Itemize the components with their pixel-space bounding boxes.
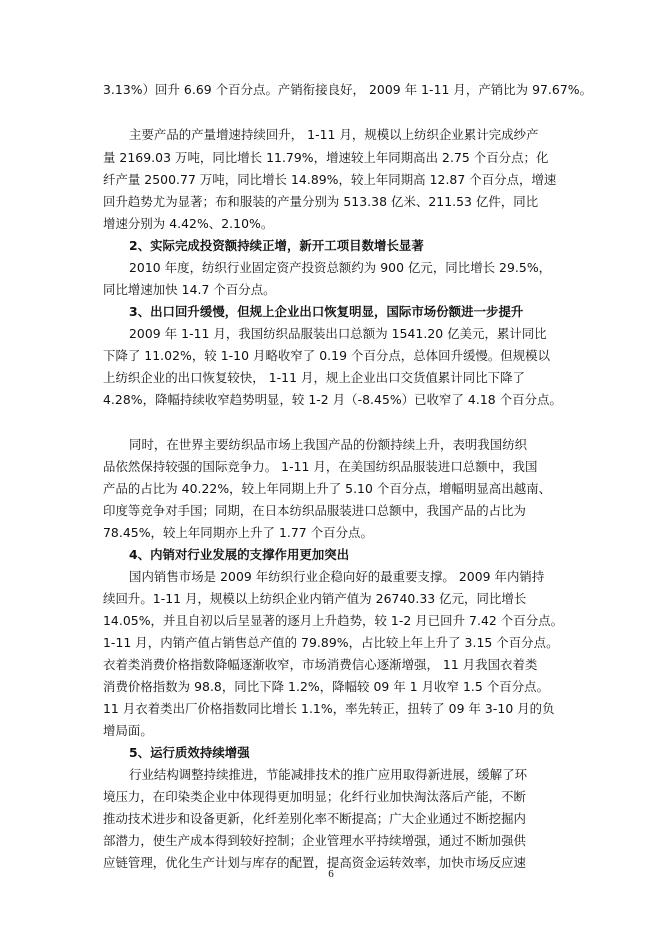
- paragraph-line: 回升趋势尤为显著；布和服装的产量分别为 513.38 亿米、211.53 亿件，同比: [103, 194, 539, 209]
- paragraph-line: 境压力，在印染类企业中体现得更加明显；化纤行业加快淘汰落后产能，不断: [103, 789, 526, 804]
- section-heading: 2、实际完成投资额持续正增，新开工项目数增长显著: [129, 238, 424, 253]
- paragraph-line: 续回升。1-11 月，规模以上纺织企业内销产值为 26740.33 亿元，同比增长: [103, 591, 527, 606]
- paragraph-line: 下降了 11.02%，较 1-10 月略收窄了 0.19 个百分点，总体回升缓慢。但规模以: [103, 348, 551, 363]
- paragraph-line: 品依然保持较强的国际竞争力。 1-11 月，在美国纺织品服装进口总额中，我国: [103, 459, 538, 474]
- section-heading: 3、出口回升缓慢，但规上企业出口恢复明显，国际市场份额进一步提升: [129, 304, 524, 319]
- paragraph-line: 2010 年度，纺织行业固定资产投资总额约为 900 亿元，同比增长 29.5%，: [129, 260, 552, 275]
- paragraph-line: 增速分别为 4.42%、2.10%。: [103, 216, 274, 231]
- paragraph-line: 同时，在世界主要纺织品市场上我国产品的份额持续上升，表明我国纺织: [129, 437, 528, 452]
- paragraph-line: 消费价格指数为 98.8，同比下降 1.2%，降幅较 09 年 1 月收窄 1.5 个百分点。: [103, 679, 550, 694]
- paragraph-line: 4.28%，降幅持续收窄趋势明显，较 1-2 月（-8.45%）已收窄了 4.18 个百分点。: [103, 392, 562, 407]
- paragraph-line: 增局面。: [103, 723, 153, 738]
- paragraph-line: 同比增速加快 14.7 个百分点。: [103, 282, 276, 297]
- paragraph-line: 2009 年 1-11 月，我国纺织品服装出口总额为 1541.20 亿美元，累计同比: [129, 326, 547, 341]
- section-heading: 4、内销对行业发展的支撑作用更加突出: [129, 547, 350, 562]
- paragraph-line: 产品的占比为 40.22%，较上年同期上升了 5.10 个百分点，增幅明显高出越南、: [103, 481, 552, 496]
- paragraph-line: 11 月衣着类出厂价格指数同比增长 1.1%，率先转正，扭转了 09 年 3-10 月的负: [103, 701, 555, 716]
- paragraph-line: 推动技术进步和设备更新，化纤差别化率不断提高；广大企业通过不断挖掘内: [103, 811, 526, 826]
- paragraph-line: 量 2169.03 万吨，同比增长 11.79%，增速较上年同期高出 2.75 个百分点；化: [103, 150, 549, 165]
- paragraph-line: 14.05%，并且自初以后呈显著的逐月上升趋势，较 1-2 月已回升 7.42 个百分点。: [103, 613, 564, 628]
- paragraph-line: 纤产量 2500.77 万吨，同比增长 14.89%，较上年同期高 12.87 个百分点，增速: [103, 172, 557, 187]
- paragraph-line: 行业结构调整持续推进，节能减排技术的推广应用取得新进展，缓解了环: [129, 767, 528, 782]
- paragraph-line: 1-11 月，内销产值占销售总产值的 79.89%，占比较上年上升了 3.15 个百分点。: [103, 635, 559, 650]
- paragraph-line: 部潜力，使生产成本得到较好控制；企业管理水平持续增强，通过不断加强供: [103, 833, 526, 848]
- page-number: 6: [328, 868, 334, 880]
- paragraph-line: 主要产品的产量增速持续回升， 1-11 月，规模以上纺织企业累计完成纱产: [129, 127, 539, 142]
- paragraph-line: 78.45%，较上年同期亦上升了 1.77 个百分点。: [103, 525, 373, 540]
- section-heading: 5、运行质效持续增强: [129, 745, 250, 760]
- paragraph-line: 印度等竞争对手国；同期，在日本纺织品服装进口总额中，我国产品的占比为: [103, 503, 526, 518]
- paragraph-line: 衣着类消费价格指数降幅逐渐收窄，市场消费信心逐渐增强， 11 月我国衣着类: [103, 657, 538, 672]
- paragraph-line: 3.13%）回升 6.69 个百分点。产销衔接良好， 2009 年 1-11 月，产销比为 97.67%。: [103, 82, 593, 97]
- paragraph-line: 应链管理，优化生产计划与库存的配置，提高资金运转效率，加快市场反应速: [103, 855, 526, 870]
- paragraph-line: 国内销售市场是 2009 年纺织行业企稳向好的最重要支撑。 2009 年内销持: [129, 569, 545, 584]
- paragraph-line: 上纺织企业的出口恢复较快， 1-11 月，规上企业出口交货值累计同比下降了: [103, 370, 525, 385]
